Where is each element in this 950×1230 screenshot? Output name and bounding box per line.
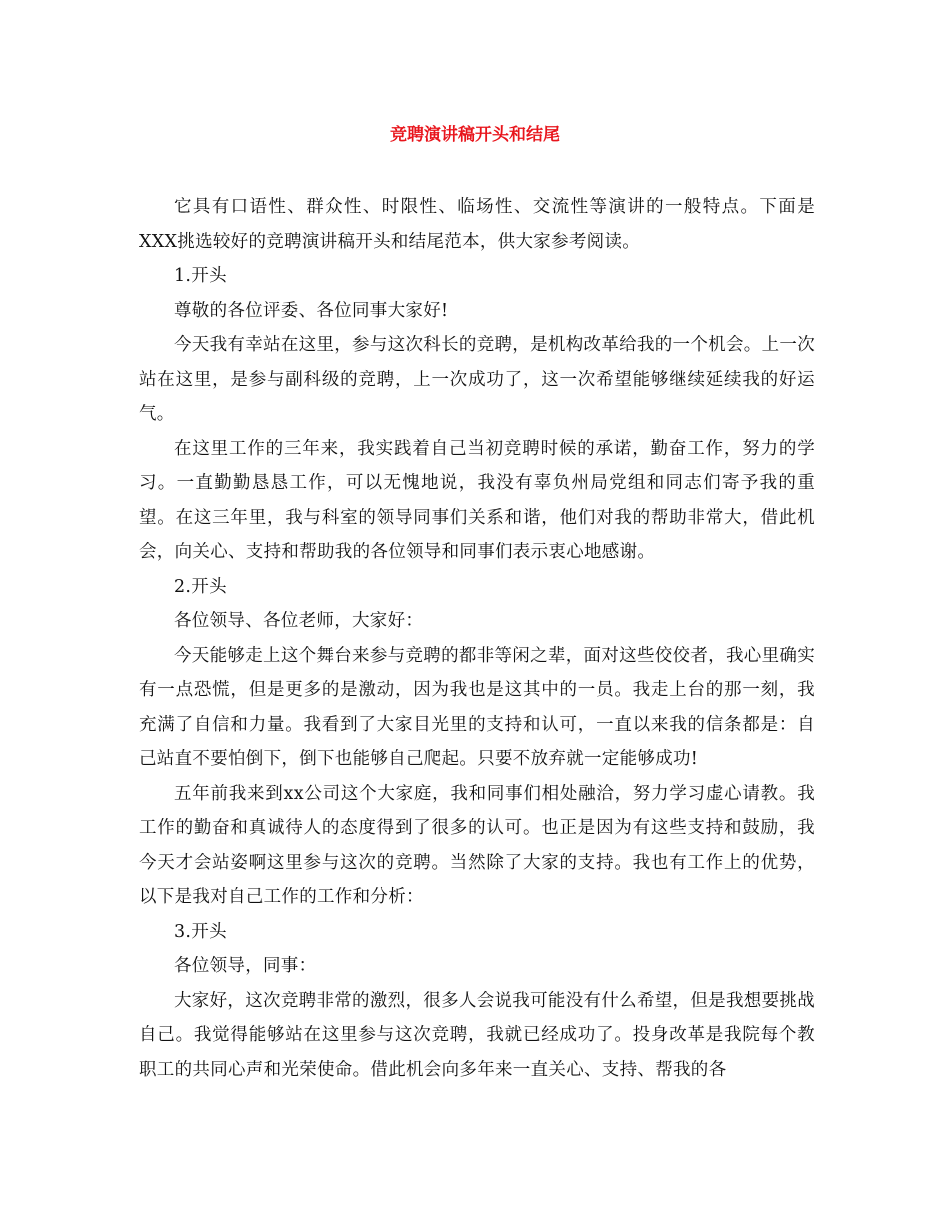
paragraph-greeting-2: 各位领导、各位老师，大家好： <box>174 611 424 631</box>
paragraph-greeting-1: 尊敬的各位评委、各位同事大家好! <box>174 300 449 321</box>
section-heading-3: 3.开头 <box>174 921 227 942</box>
section-heading-2: 2.开头 <box>174 576 227 597</box>
document-body <box>139 190 815 1087</box>
section-heading-1: 1.开头 <box>174 266 227 286</box>
paragraph: 大家好，这次竞聘非常的激烈，很多人会说我可能没有什么希望，但是我想要挑战自己。我觉得能够站在这里参与这次竞聘，我就已经成功了。投身改革是我院每个教职工的共同心声和光荣使命。借此机会向多年来一直关心、支持、帮我的各 <box>139 990 815 1080</box>
paragraph-intro: 它具有口语性、群众性、时限性、临场性、交流性等演讲的一般特点。下面是XXX挑选较好的竞聘演讲稿开头和结尾范本，供大家参考阅读。 <box>139 197 815 252</box>
paragraph: 今天能够走上这个舞台来参与竞聘的都非等闲之辈，面对这些佼佼者，我心里确实有一点恐慌，但是更多的是激动，因为我也是这其中的一员。我走上台的那一刻，我充满了自信和力量。我看到了大家目光里的支持和认可，一直以来我的信条都是：自己站直不要怕倒下，倒下也能够自己爬起。只要不放弃就一定能够成功! <box>139 645 815 769</box>
paragraph-greeting-3: 各位领导，同事： <box>174 956 317 976</box>
document-title: 竞聘演讲稿开头和结尾 <box>390 125 560 145</box>
paragraph: 今天我有幸站在这里，参与这次科长的竞聘，是机构改革给我的一个机会。上一次站在这里，是参与副科级的竞聘，上一次成功了，这一次希望能够继续延续我的好运气。 <box>139 335 815 424</box>
paragraph: 在这里工作的三年来，我实践着自己当初竞聘时候的承诺，勤奋工作，努力的学习。一直勤勤恳恳工作，可以无愧地说，我没有辜负州局党组和同志们寄予我的重望。在这三年里，我与科室的领导同事们关系和谐，他们对我的帮助非常大，借此机会，向关心、支持和帮助我的各位领导和同事们表示衷心地感谢。 <box>139 438 815 562</box>
paragraph: 五年前我来到xx公司这个大家庭，我和同事们相处融洽，努力学习虚心请教。我工作的勤奋和真诚待人的态度得到了很多的认可。也正是因为有这些支持和鼓励，我今天才会站姿啊这里参与这次的竞聘。当然除了大家的支持。我也有工作上的优势，以下是我对自己工作的工作和分析： <box>139 783 815 907</box>
